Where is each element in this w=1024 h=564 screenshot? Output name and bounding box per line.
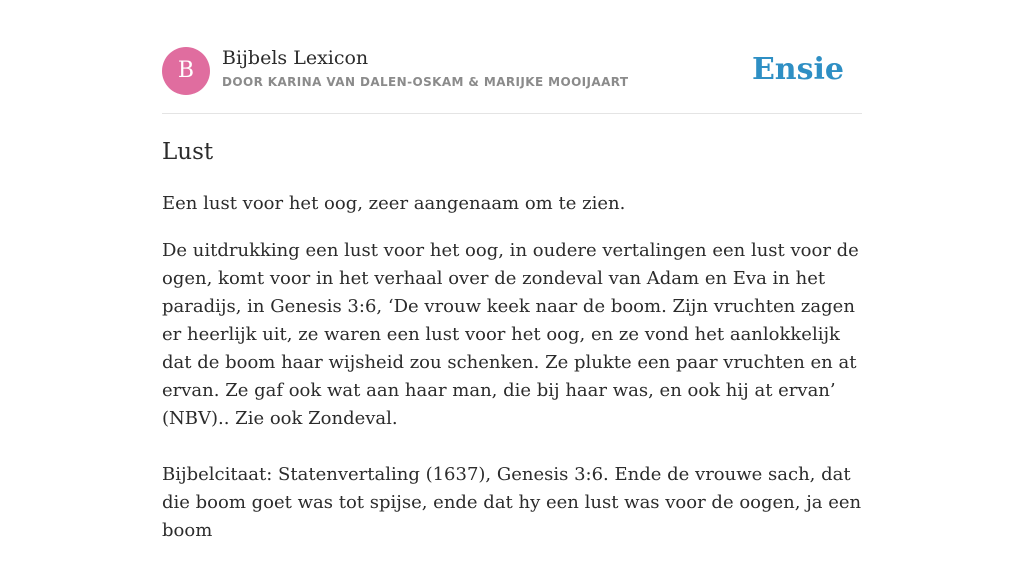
book-title-link[interactable]: Bijbels Lexicon (222, 47, 369, 69)
book-avatar[interactable]: B (162, 47, 210, 95)
entry-content (162, 190, 862, 564)
entry-summary: Een lust voor het oog, zeer aangenaam om te zien. (162, 193, 626, 214)
book-authors: DOOR KARINA VAN DALEN-OSKAM & MARIJKE MOOIJAART (222, 75, 629, 89)
ensie-logo-link[interactable]: Ensie (751, 52, 844, 87)
header-divider (162, 113, 862, 114)
entry-title: Lust (162, 139, 214, 165)
entry-body: De uitdrukking een lust voor het oog, in oudere vertalingen een lust voor de ogen, komt voor in het verhaal over de zondeval van Adam en Eva in het paradijs, in Genesis 3:6, ‘De vrouw keek naar de boom. Zijn vruchten zagen er heerlijk uit, ze waren een lust voor het oog, en ze vond het aanlokkelijk dat de boom haar wijsheid zou schenken. Ze plukte een paar vruchten en at ervan. Ze gaf ook wat aan haar man, die bij haar was, en ook hij at ervan’ (NBV).. Zie ook Zondeval. (162, 240, 859, 429)
header (162, 46, 862, 96)
entry-citation: Bijbelcitaat: Statenvertaling (1637), Genesis 3:6. Ende de vrouwe sach, dat die boom goet was tot spijse, ende dat hy een lust was voor de oogen, ja een boom (162, 464, 862, 541)
